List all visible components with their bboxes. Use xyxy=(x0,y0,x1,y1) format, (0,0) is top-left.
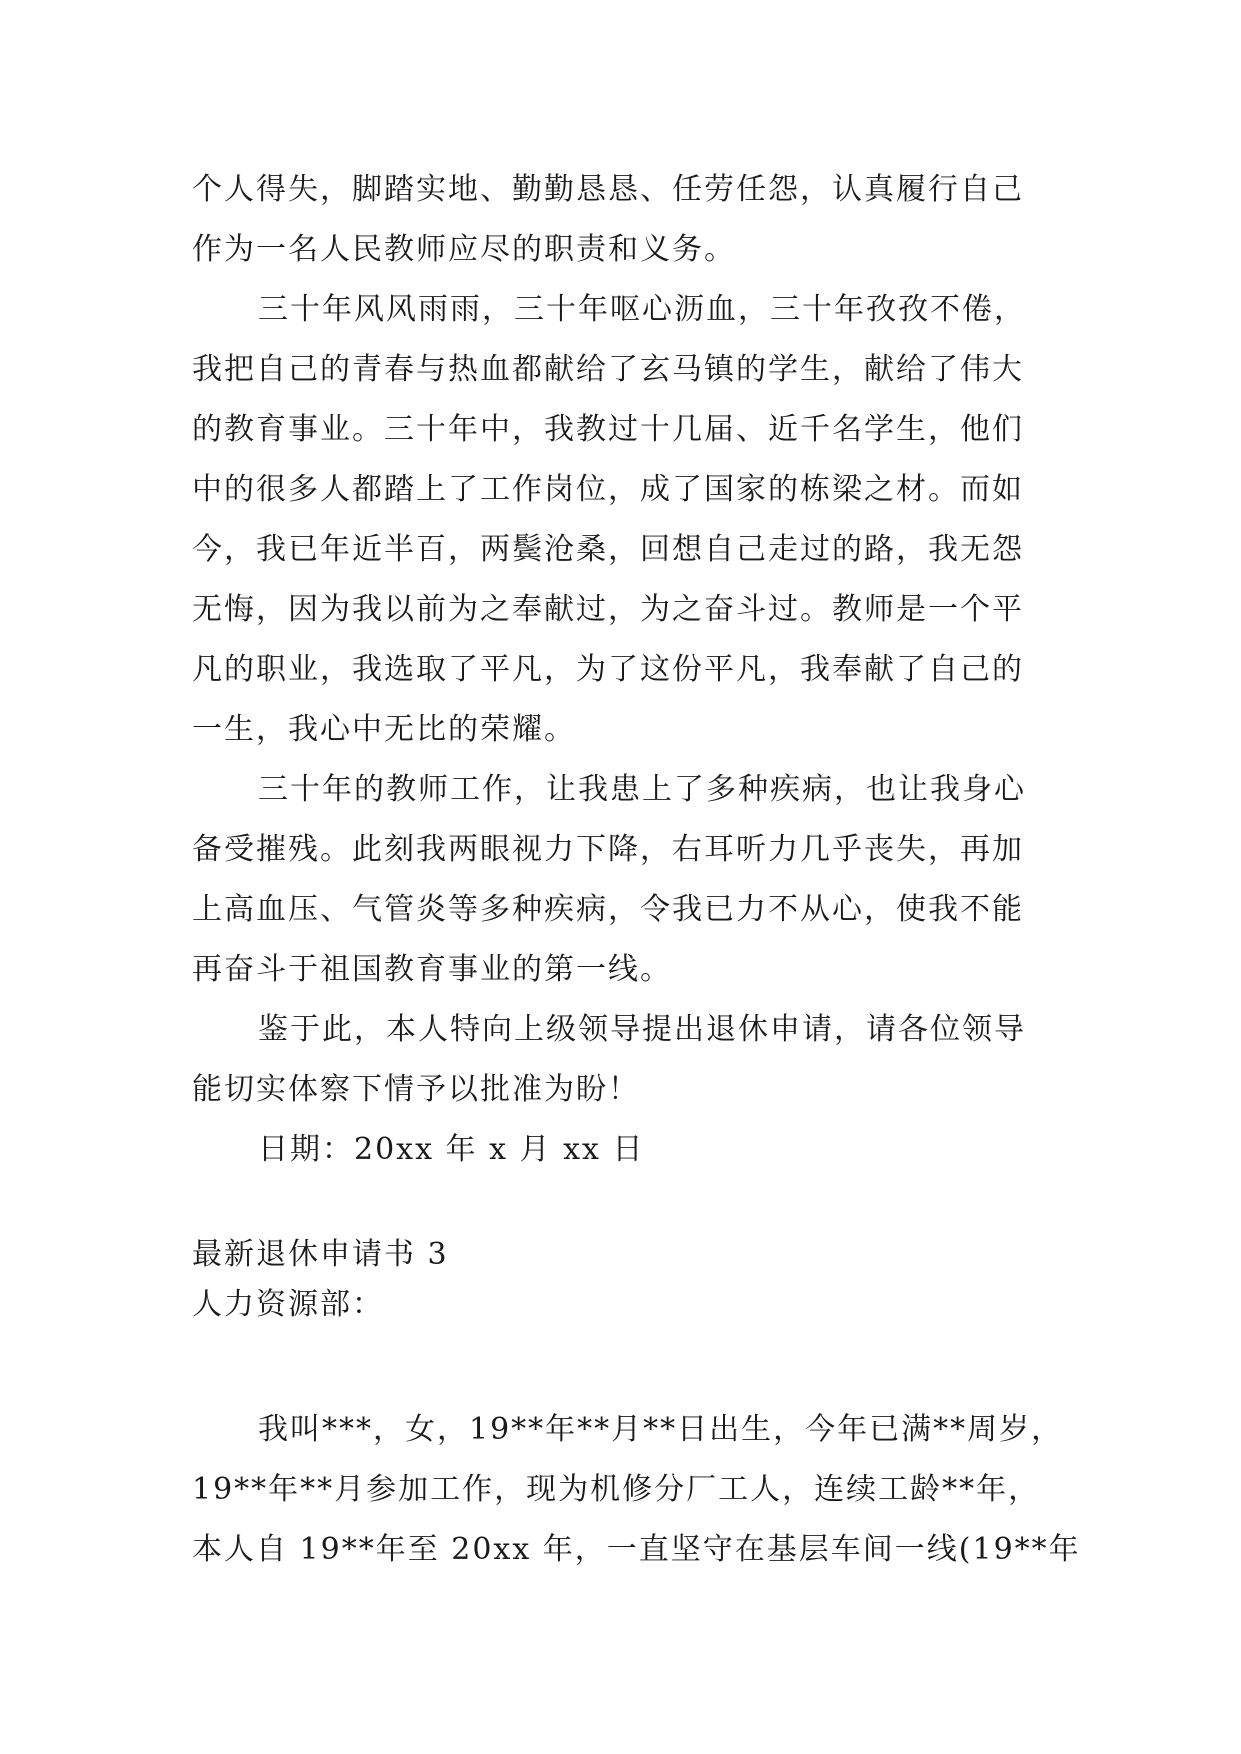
text-line: 能切实体察下情予以批准为盼！ xyxy=(192,1072,640,1107)
text-line: 再奋斗于祖国教育事业的第一线。 xyxy=(192,952,672,987)
date-line: 日期：20xx 年 x 月 xx 日 xyxy=(258,1132,645,1167)
paragraph-1 xyxy=(192,160,1072,280)
text-line: 中的很多人都踏上了工作岗位，成了国家的栋梁之材。而如 xyxy=(192,472,1024,507)
text-line: 本人自 19**年至 20xx 年，一直坚守在基层车间一线(19**年 xyxy=(192,1532,1081,1567)
spacer xyxy=(192,1330,1072,1400)
text-line: 鉴于此，本人特向上级领导提出退休申请，请各位领导 xyxy=(258,1012,1026,1047)
text-line: 凡的职业，我选取了平凡，为了这份平凡，我奉献了自己的 xyxy=(192,652,1024,687)
text-line: 作为一名人民教师应尽的职责和义务。 xyxy=(192,232,736,267)
text-line: 上高血压、气管炎等多种疾病，令我已力不从心，使我不能 xyxy=(192,892,1024,927)
text-line: 备受摧残。此刻我两眼视力下降，右耳听力几乎丧失，再加 xyxy=(192,832,1024,867)
paragraph-5 xyxy=(192,1400,1081,1580)
document-body xyxy=(192,160,1081,1580)
section-title: 最新退休申请书 3 xyxy=(192,1237,449,1272)
text-line: 一生，我心中无比的荣耀。 xyxy=(192,712,576,747)
text-line: 我把自己的青春与热血都献给了玄马镇的学生，献给了伟大 xyxy=(192,352,1024,387)
recipient-line: 人力资源部： xyxy=(192,1287,384,1322)
paragraph-3 xyxy=(192,760,1072,1000)
text-line: 三十年风风雨雨，三十年呕心沥血，三十年孜孜不倦， xyxy=(258,292,1026,327)
text-line: 19**年**月参加工作，现为机修分厂工人，连续工龄**年， xyxy=(192,1472,1041,1507)
text-line: 的教育事业。三十年中，我教过十几届、近千名学生，他们 xyxy=(192,412,1024,447)
text-line: 我叫***，女，19**年**月**日出生，今年已满**周岁， xyxy=(258,1412,1064,1447)
text-line: 无悔，因为我以前为之奉献过，为之奋斗过。教师是一个平 xyxy=(192,592,1024,627)
paragraph-2 xyxy=(192,280,1072,760)
text-line: 个人得失，脚踏实地、勤勤恳恳、任劳任怨，认真履行自己 xyxy=(192,172,1024,207)
text-line: 今，我已年近半百，两鬓沧桑，回想自己走过的路，我无怨 xyxy=(192,532,1024,567)
spacer xyxy=(192,1180,1072,1230)
paragraph-4 xyxy=(192,1000,1072,1120)
text-line: 三十年的教师工作，让我患上了多种疾病，也让我身心 xyxy=(258,772,1026,807)
